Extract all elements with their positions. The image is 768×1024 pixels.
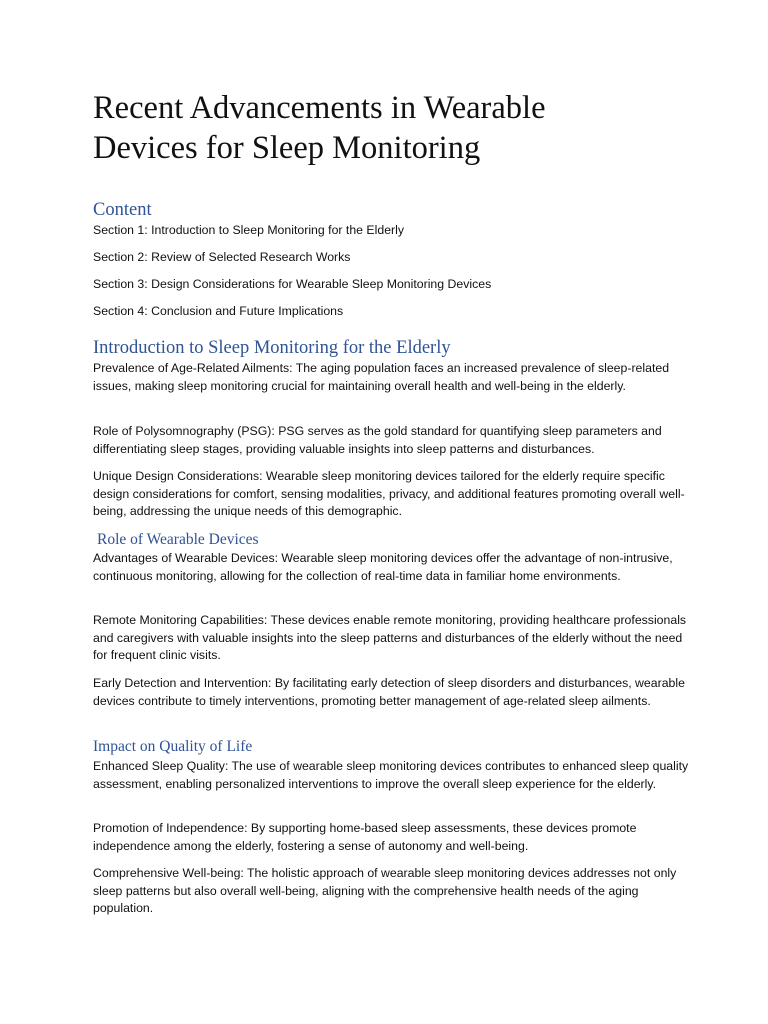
intro-paragraph-1: Prevalence of Age-Related Ailments: The aging population faces an increased prevalence of sleep-related issues, making sleep monitoring crucial for maintaining overall health and well-being in the elderly. <box>93 361 670 393</box>
role-paragraph-1: Advantages of Wearable Devices: Wearable sleep monitoring devices offer the advantage of non-intrusive, continuous monitoring, allowing for the collection of real-time data in familiar home environments. <box>93 551 673 583</box>
intro-paragraph-3: Unique Design Considerations: Wearable sleep monitoring devices tailored for the elderly require specific design considerations for comfort, sensing modalities, privacy, and additional features promoting overall well-being, addressing the unique needs of this demographic. <box>93 469 685 518</box>
content-section-2: Section 2: Review of Selected Research Works <box>93 250 351 264</box>
content-section-4: Section 4: Conclusion and Future Implications <box>93 304 344 318</box>
impact-paragraph-3: Comprehensive Well-being: The holistic approach of wearable sleep monitoring devices addresses not only sleep patterns but also overall well-being, aligning with the comprehensive health needs of the aging population. <box>93 866 677 915</box>
content-section-3: Section 3: Design Considerations for Wearable Sleep Monitoring Devices <box>93 277 492 291</box>
role-paragraph-2: Remote Monitoring Capabilities: These devices enable remote monitoring, providing healthcare professionals and caregivers with valuable insights into the sleep patterns and disturbances of the elderly without the need for frequent clinic visits. <box>93 613 687 662</box>
title-line-1: Recent Advancements in Wearable <box>93 90 546 126</box>
role-heading: Role of Wearable Devices <box>97 531 259 548</box>
impact-heading: Impact on Quality of Life <box>93 738 253 755</box>
content-heading: Content <box>93 200 152 220</box>
impact-paragraph-2: Promotion of Independence: By supporting home-based sleep assessments, these devices promote independence among the elderly, fostering a sense of autonomy and well-being. <box>93 821 637 853</box>
document-title <box>93 88 693 168</box>
intro-paragraph-2: Role of Polysomnography (PSG): PSG serves as the gold standard for quantifying sleep parameters and differentiating sleep stages, providing valuable insights into sleep patterns and disturbances. <box>93 424 662 456</box>
role-paragraph-3: Early Detection and Intervention: By facilitating early detection of sleep disorders and disturbances, wearable devices contribute to timely interventions, promoting better management of age-related sleep ailments. <box>93 676 685 708</box>
content-section-1: Section 1: Introduction to Sleep Monitoring for the Elderly <box>93 223 405 237</box>
intro-heading: Introduction to Sleep Monitoring for the Elderly <box>93 338 451 358</box>
title-line-2: Devices for Sleep Monitoring <box>93 130 481 166</box>
impact-paragraph-1: Enhanced Sleep Quality: The use of wearable sleep monitoring devices contributes to enhanced sleep quality assessment, enabling personalized interventions to improve the overall sleep experience for the elderly. <box>93 759 689 791</box>
